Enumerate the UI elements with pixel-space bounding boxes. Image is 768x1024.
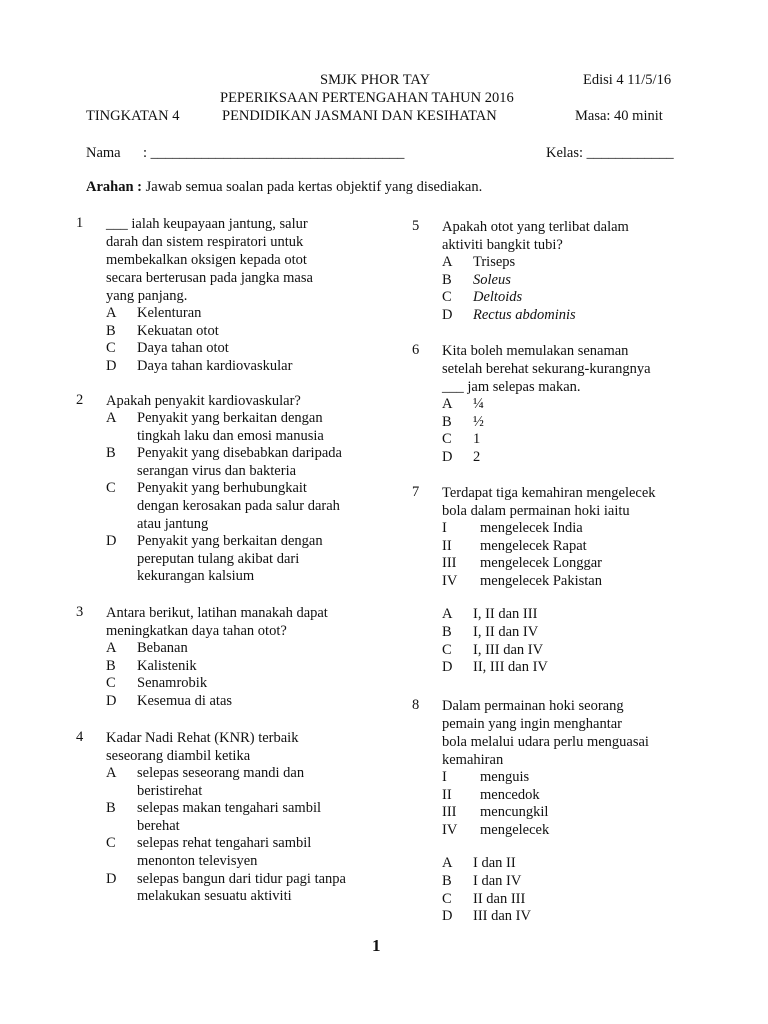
question-number: 7 <box>412 484 420 500</box>
statement-roman: III <box>442 804 457 821</box>
option-text: Soleus <box>473 271 511 288</box>
answer-option <box>106 640 232 658</box>
answer-option <box>106 305 292 323</box>
question-stem-line: Antara berikut, latihan manakah dapat <box>106 605 328 621</box>
question-stem-line: ___ jam selepas makan. <box>442 379 581 395</box>
statement-text: mencedok <box>480 786 540 803</box>
question-stem-line: Apakah otot yang terlibat dalam <box>442 219 629 235</box>
question-stem-line: Kadar Nadi Rehat (KNR) terbaik <box>106 730 299 746</box>
name-label: Nama <box>86 145 121 161</box>
option-letter: C <box>442 890 452 907</box>
option-letter: B <box>442 271 452 288</box>
answer-options <box>442 396 484 466</box>
option-text: I dan IV <box>473 872 522 889</box>
spacer <box>442 839 549 855</box>
subject-title: PENDIDIKAN JASMANI DAN KESIHATAN <box>222 108 497 124</box>
answer-options <box>442 769 549 926</box>
question-number: 4 <box>76 729 84 745</box>
answer-option <box>106 800 346 835</box>
option-letter: A <box>442 855 453 872</box>
option-text: menonton televisyen <box>137 852 258 869</box>
answer-option <box>442 254 576 272</box>
answer-option <box>106 835 346 870</box>
question-number: 3 <box>76 604 84 620</box>
answer-option <box>442 908 549 926</box>
option-text: Penyakit yang berhubungkait <box>137 480 307 497</box>
question-stem-line: kemahiran <box>442 752 504 768</box>
answer-options <box>106 640 232 710</box>
statement-text: mencungkil <box>480 804 549 821</box>
option-letter: D <box>106 533 117 550</box>
option-letter: A <box>442 254 453 270</box>
option-letter: B <box>106 657 116 674</box>
name-field-line: : ___________________________________ <box>143 145 405 161</box>
option-letter: B <box>106 800 116 817</box>
question-stem-line: seseorang diambil ketika <box>106 748 251 764</box>
option-letter: C <box>106 480 116 497</box>
question-stem-line: pemain yang ingin menghantar <box>442 716 622 732</box>
question-stem-line: Apakah penyakit kardiovaskular? <box>106 393 301 409</box>
statement-text: mengelecek <box>480 821 550 838</box>
question-number: 8 <box>412 697 420 713</box>
question-stem <box>106 215 313 305</box>
option-text: tingkah laku dan emosi manusia <box>137 427 324 444</box>
answer-option <box>442 307 576 325</box>
option-letter: B <box>106 322 116 339</box>
question-stem <box>106 604 328 640</box>
option-text: Penyakit yang disebabkan daripada <box>137 445 342 462</box>
option-letter: C <box>106 675 116 692</box>
class-field: Kelas: ____________ <box>546 145 674 161</box>
answer-options <box>442 520 602 677</box>
option-text: berehat <box>137 817 180 834</box>
question-stem-line: Dalam permainan hoki seorang <box>442 698 624 714</box>
statement-item <box>442 520 602 538</box>
statement-text: mengelecek Longgar <box>480 555 602 572</box>
question-stem <box>106 392 301 410</box>
option-letter: A <box>106 410 117 426</box>
answer-option <box>106 658 232 676</box>
statement-roman: IV <box>442 821 458 838</box>
option-text: 2 <box>473 448 481 465</box>
answer-option <box>442 624 602 642</box>
statement-item <box>442 573 602 591</box>
option-text: II, III dan IV <box>473 659 548 676</box>
option-letter: C <box>442 641 452 658</box>
option-letter: D <box>106 357 117 374</box>
option-text: Kalistenik <box>137 657 197 674</box>
option-letter: D <box>106 870 117 887</box>
question-stem <box>442 218 629 254</box>
option-letter: A <box>442 396 453 412</box>
answer-option <box>106 693 232 711</box>
option-letter: C <box>106 835 116 852</box>
answer-option <box>106 445 342 480</box>
option-text: selepas rehat tengahari sambil <box>137 835 312 852</box>
question-stem-line: meningkatkan daya tahan otot? <box>106 623 287 639</box>
answer-options <box>106 410 342 586</box>
instruction-label: Arahan : <box>86 179 142 195</box>
option-text: selepas bangun dari tidur pagi tanpa <box>137 870 346 887</box>
answer-option <box>106 480 342 533</box>
option-text: beristirehat <box>137 782 203 799</box>
answer-option <box>442 642 602 660</box>
question-stem-line: bola melalui udara perlu menguasai <box>442 734 649 750</box>
statement-text: mengelecek Pakistan <box>480 572 602 589</box>
option-text: Triseps <box>473 254 516 270</box>
answer-option <box>442 396 484 414</box>
option-letter: A <box>442 606 453 623</box>
answer-option <box>442 431 484 449</box>
option-letter: D <box>442 908 453 925</box>
option-letter: C <box>442 431 452 448</box>
option-letter: A <box>106 305 117 321</box>
option-letter: A <box>106 765 117 781</box>
option-text: ½ <box>473 413 484 430</box>
question-stem-line: bola dalam permainan hoki iaitu <box>442 503 630 519</box>
school-name: SMJK PHOR TAY <box>320 72 431 88</box>
answer-option <box>442 449 484 467</box>
statement-item <box>442 538 602 556</box>
answer-option <box>106 871 346 906</box>
question-stem-line: darah dan sistem respiratori untuk <box>106 234 304 250</box>
option-text: selepas makan tengahari sambil <box>137 800 322 817</box>
statement-item <box>442 787 549 805</box>
answer-option <box>106 765 346 800</box>
option-text: Deltoids <box>473 289 523 306</box>
option-text: Penyakit yang berkaitan dengan <box>137 410 323 426</box>
answer-option <box>442 891 549 909</box>
option-letter: B <box>442 872 452 889</box>
option-text: selepas seseorang mandi dan <box>137 765 305 781</box>
option-text: I, II dan III <box>473 606 538 623</box>
answer-option <box>442 414 484 432</box>
question-stem-line: aktiviti bangkit tubi? <box>442 237 563 253</box>
edition-label: Edisi 4 11/5/16 <box>583 72 672 88</box>
statement-text: menguis <box>480 769 530 785</box>
question-number: 2 <box>76 392 84 408</box>
question-stem <box>442 342 651 396</box>
question-stem-line: ___ ialah keupayaan jantung, salur <box>106 216 308 232</box>
question-stem <box>442 697 649 769</box>
answer-option <box>106 340 292 358</box>
statement-item <box>442 769 549 787</box>
option-text: Daya tahan kardiovaskular <box>137 357 293 374</box>
instruction-text: Jawab semua soalan pada kertas objektif yang disediakan. <box>145 179 483 195</box>
statement-item <box>442 804 549 822</box>
option-text: Kekuatan otot <box>137 322 219 339</box>
option-text: II dan III <box>473 890 526 907</box>
statement-roman: III <box>442 555 457 572</box>
option-text: dengan kerosakan pada salur darah <box>137 497 340 514</box>
option-text: 1 <box>473 431 481 448</box>
answer-option <box>442 606 602 624</box>
form-label: TINGKATAN 4 <box>86 108 180 124</box>
statement-item <box>442 822 549 840</box>
answer-options <box>106 305 292 375</box>
option-text: I, III dan IV <box>473 641 544 658</box>
page-number: 1 <box>372 936 381 955</box>
option-text: Daya tahan otot <box>137 340 229 357</box>
question-number: 6 <box>412 342 420 358</box>
answer-option <box>106 323 292 341</box>
question-stem-line: setelah berehat sekurang-kurangnya <box>442 361 651 377</box>
option-text: Penyakit yang berkaitan dengan <box>137 533 323 550</box>
answer-option <box>106 358 292 376</box>
option-letter: C <box>106 340 116 357</box>
option-text: I, II dan IV <box>473 623 539 640</box>
exam-title: PEPERIKSAAN PERTENGAHAN TAHUN 2016 <box>220 90 514 106</box>
question-number: 1 <box>76 215 84 231</box>
option-text: pereputan tulang akibat dari <box>137 550 300 567</box>
option-letter: C <box>442 289 452 306</box>
question-stem-line: secara berterusan pada jangka masa <box>106 270 313 286</box>
answer-option <box>106 410 342 445</box>
statement-item <box>442 555 602 573</box>
option-letter: D <box>442 448 453 465</box>
instructions <box>86 179 482 196</box>
option-letter: A <box>106 640 117 656</box>
answer-option <box>442 873 549 891</box>
option-text: melakukan sesuatu aktiviti <box>137 888 292 905</box>
option-text: Rectus abdominis <box>473 306 576 323</box>
option-text: Kesemua di atas <box>137 692 233 709</box>
option-text: atau jantung <box>137 515 209 532</box>
statement-roman: I <box>442 520 447 536</box>
option-letter: B <box>106 445 116 462</box>
question-stem <box>442 484 656 520</box>
option-letter: D <box>442 659 453 676</box>
option-text: Senamrobik <box>137 675 208 692</box>
statement-roman: II <box>442 537 452 554</box>
question-stem-line: Terdapat tiga kemahiran mengelecek <box>442 485 656 501</box>
statement-text: mengelecek India <box>480 520 583 536</box>
option-text: Kelenturan <box>137 305 202 321</box>
question-number: 5 <box>412 218 420 234</box>
option-text: kekurangan kalsium <box>137 568 255 585</box>
option-text: ¼ <box>473 396 484 412</box>
statement-roman: I <box>442 769 447 785</box>
option-letter: D <box>442 306 453 323</box>
statement-roman: IV <box>442 572 458 589</box>
answer-option <box>106 533 342 586</box>
answer-option <box>106 675 232 693</box>
answer-options <box>442 254 576 324</box>
answer-option <box>442 272 576 290</box>
answer-options <box>106 765 346 906</box>
option-text: Bebanan <box>137 640 188 656</box>
duration-label: Masa: 40 minit <box>575 108 663 124</box>
statement-text: mengelecek Rapat <box>480 537 587 554</box>
question-stem-line: membekalkan oksigen kepada otot <box>106 252 307 268</box>
answer-option <box>442 855 549 873</box>
spacer <box>442 590 602 606</box>
option-letter: B <box>442 413 452 430</box>
option-letter: B <box>442 623 452 640</box>
statement-roman: II <box>442 786 452 803</box>
option-text: serangan virus dan bakteria <box>137 462 297 479</box>
question-stem-line: Kita boleh memulakan senaman <box>442 343 629 359</box>
answer-option <box>442 659 602 677</box>
option-text: III dan IV <box>473 908 531 925</box>
option-text: I dan II <box>473 855 516 872</box>
question-stem-line: yang panjang. <box>106 288 188 304</box>
option-letter: D <box>106 692 117 709</box>
question-stem <box>106 729 298 765</box>
answer-option <box>442 289 576 307</box>
